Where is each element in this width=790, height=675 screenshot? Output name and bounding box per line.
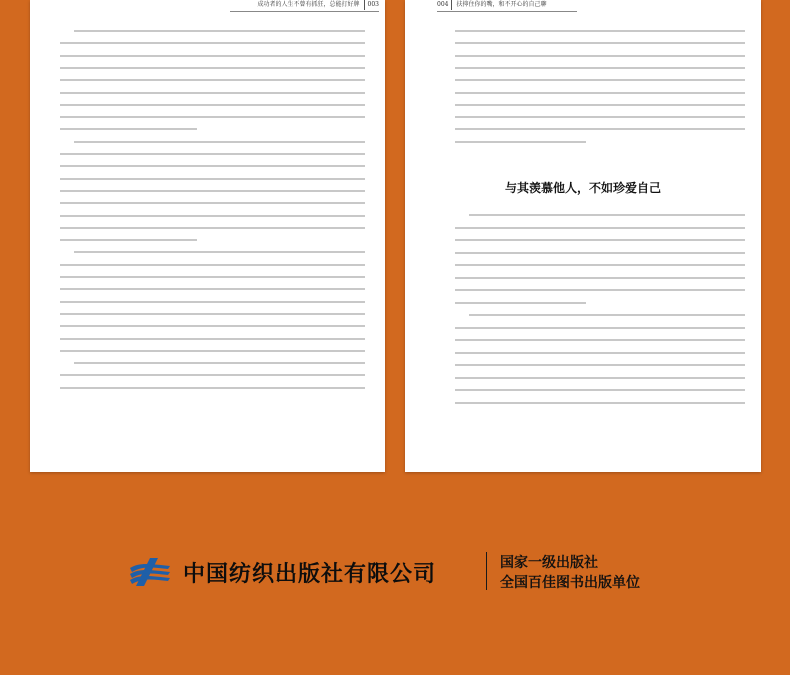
body-line (455, 79, 745, 81)
body-line (60, 178, 365, 180)
body-line (60, 325, 365, 327)
body-line (455, 128, 745, 130)
body-line (455, 327, 745, 329)
body-line (60, 301, 365, 303)
right-running-head-text: 扶抑住你的嘴，和不开心的自己聊 (456, 1, 547, 8)
body-line (60, 313, 365, 315)
body-line (455, 264, 745, 266)
left-running-head-text: 成功者的人生不曾有抓狂，总能打好牌 (257, 1, 360, 8)
body-line (60, 215, 365, 217)
body-line (455, 289, 745, 291)
body-line (60, 350, 365, 352)
body-line (455, 364, 745, 366)
body-line (60, 202, 365, 204)
body-line (60, 264, 365, 266)
body-line (60, 42, 365, 44)
body-line (455, 42, 745, 44)
body-line (74, 362, 365, 364)
body-line (455, 239, 745, 241)
body-line (60, 67, 365, 69)
body-line (74, 30, 365, 32)
footer-divider (486, 552, 487, 590)
section-heading: 与其羡慕他人，不如珍爱自己 (504, 181, 661, 195)
body-line (60, 104, 365, 106)
body-line (60, 387, 365, 389)
right-head-rule (437, 11, 577, 12)
body-line (455, 55, 745, 57)
body-line (60, 338, 365, 340)
left-body-text (60, 30, 365, 400)
body-line (455, 352, 745, 354)
right-body-text-bottom (455, 214, 745, 414)
body-line (455, 227, 745, 229)
body-line (455, 277, 745, 279)
body-line (455, 302, 586, 304)
right-body-text-top (455, 30, 745, 150)
body-line (60, 276, 365, 278)
left-book-page (30, 0, 385, 472)
body-line (60, 55, 365, 57)
body-line (455, 141, 586, 143)
body-line (60, 153, 365, 155)
body-line (60, 128, 197, 130)
body-line (60, 227, 365, 229)
body-line (60, 92, 365, 94)
publisher-logo-icon (128, 554, 172, 590)
body-line (60, 288, 365, 290)
slogan-line-1: 国家一级出版社 (500, 555, 598, 571)
body-line (455, 67, 745, 69)
body-line (455, 104, 745, 106)
body-line (74, 141, 365, 143)
body-line (455, 377, 745, 379)
body-line (469, 214, 745, 216)
slogan-line-2: 全国百佳图书出版单位 (500, 575, 640, 591)
body-line (60, 116, 365, 118)
body-line (455, 30, 745, 32)
body-line (455, 389, 745, 391)
body-line (60, 190, 365, 192)
body-line (60, 165, 365, 167)
body-line (455, 116, 745, 118)
body-line (60, 239, 197, 241)
body-line (455, 402, 745, 404)
right-book-page (405, 0, 761, 472)
left-page-number: 003 (364, 0, 379, 10)
body-line (469, 314, 745, 316)
body-line (455, 92, 745, 94)
body-line (74, 251, 365, 253)
body-line (455, 339, 745, 341)
left-head-rule (230, 11, 379, 12)
body-line (60, 374, 365, 376)
publisher-name: 中国纺织出版社有限公司 (183, 562, 437, 587)
body-line (455, 252, 745, 254)
body-line (60, 79, 365, 81)
right-page-number: 004 (437, 0, 452, 10)
